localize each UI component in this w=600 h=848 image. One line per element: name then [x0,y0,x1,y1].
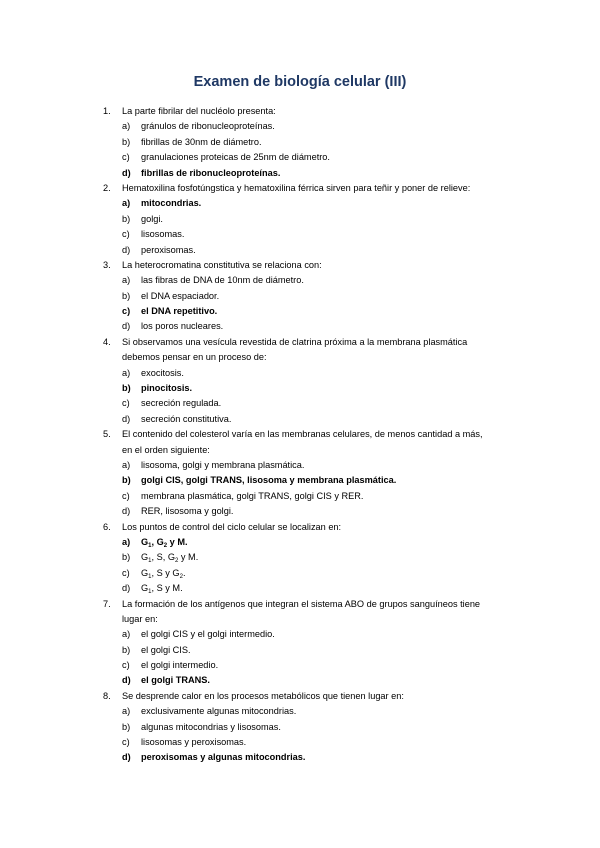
option-text: golgi CIS, golgi TRANS, lisosoma y membrana plasmática. [141,475,397,486]
option-letter: d) [122,244,131,255]
question-number: 1. [103,106,111,116]
question-text: Hematoxilina fosfotúngstica y hematoxilina férrica sirven para teñir y poner de relieve: [122,182,471,193]
option-letter: a) [122,706,131,717]
question-number: 5. [103,429,111,440]
option-letter: a) [122,121,131,132]
question-text: La heterocromatina constitutiva se relaciona con: [122,259,322,270]
question-4 [0,335,600,427]
option-letter: d) [122,583,131,594]
answer-option [0,396,600,411]
question-text: Se desprende calor en los procesos metabólicos que tienen lugar en: [122,690,404,701]
answer-option [0,289,600,304]
question-line [0,350,600,365]
question-line [0,427,600,442]
option-text: membrana plasmática, golgi TRANS, golgi CIS y RER. [141,490,364,501]
option-text-part: y M. [178,552,199,563]
question-line [0,181,600,196]
question-5 [0,427,600,519]
option-text-part: G [141,567,149,578]
question-text: en el orden siguiente: [122,444,210,455]
option-letter: c) [122,660,130,671]
answer-option [0,135,600,150]
question-text: lugar en: [122,613,158,624]
option-text: lisosomas y peroxisomas. [141,737,247,748]
question-line [0,612,600,627]
option-text: el DNA espaciador. [141,290,220,301]
option-letter: c) [122,152,130,163]
subscript: 2 [175,558,179,565]
question-text: Si observamos una vesícula revestida de clatrina próxima a la membrana plasmática [122,336,468,347]
question-8 [0,689,600,766]
subscript: 2 [179,573,183,580]
option-text: el golgi TRANS. [141,675,210,686]
question-line [0,258,600,273]
option-text: granulaciones proteicas de 25nm de diámetro. [141,152,330,163]
answer-option [0,581,600,596]
option-text: lisosoma, golgi y membrana plasmática. [141,459,305,470]
subscript: 1 [148,542,152,549]
subscript: 1 [148,589,152,596]
question-line [0,689,600,704]
option-text: peroxisomas y algunas mitocondrias. [141,752,306,763]
option-text-part: , S y M. [151,583,183,594]
question-line [0,335,600,350]
option-letter: c) [122,490,130,501]
option-text-part: G [141,583,149,594]
option-text: exocitosis. [141,367,184,378]
option-letter: c) [122,567,130,578]
answer-option [0,735,600,750]
option-letter: b) [122,290,131,301]
question-text: El contenido del colesterol varía en las membranas celulares, de menos cantidad a más, [122,429,483,440]
answer-option [0,458,600,473]
option-letter: b) [122,213,131,224]
answer-option [0,704,600,719]
option-text: secreción regulada. [141,398,222,409]
question-line [0,597,600,612]
option-letter: a) [122,536,131,547]
subscript: 1 [148,573,152,580]
answer-option-correct [0,535,600,550]
option-letter: c) [122,737,130,748]
option-letter: c) [122,229,130,240]
question-number: 8. [103,690,111,701]
question-number: 4. [103,336,111,347]
option-text-part: , G [151,536,164,547]
option-text: lisosomas. [141,229,185,240]
option-letter: d) [122,506,131,517]
question-7 [0,597,600,689]
option-text-part: , S y G [151,567,180,578]
option-text-part: , S, G [151,552,175,563]
answer-option [0,489,600,504]
option-letter: a) [122,459,131,470]
answer-option [0,243,600,258]
option-letter: b) [122,383,131,394]
question-text: Los puntos de control del ciclo celular se localizan en: [122,521,342,532]
answer-option [0,658,600,673]
answer-option [0,212,600,227]
answer-option [0,319,600,334]
option-letter: d) [122,413,131,424]
answer-option-correct [0,381,600,396]
answer-option [0,412,600,427]
answer-option-correct [0,196,600,211]
option-text: exclusivamente algunas mitocondrias. [141,706,297,717]
option-letter: b) [122,552,131,563]
option-text: fibrillas de ribonucleoproteínas. [141,167,281,178]
question-6 [0,520,600,597]
option-text: el golgi intermedio. [141,660,219,671]
answer-option [0,227,600,242]
option-text: RER, lisosoma y golgi. [141,506,234,517]
option-letter: c) [122,306,131,317]
option-letter: b) [122,475,131,486]
question-line [0,104,600,119]
answer-option [0,643,600,658]
option-text [141,581,183,596]
question-text: La formación de los antígenos que integran el sistema ABO de grupos sanguíneos tiene [122,598,481,609]
question-1 [0,104,600,181]
option-text: golgi. [141,213,163,224]
option-letter: b) [122,644,131,655]
option-letter: d) [122,675,131,686]
answer-option [0,627,600,642]
page-title: Examen de biología celular (III) [193,74,407,90]
answer-option-correct [0,166,600,181]
option-text-part: G [141,536,149,547]
answer-option [0,550,600,565]
option-letter: b) [122,136,131,147]
option-text: fibrillas de 30nm de diámetro. [141,136,262,147]
option-text: peroxisomas. [141,244,196,255]
answer-option-correct [0,304,600,319]
question-number: 7. [103,598,111,609]
subscript: 1 [148,558,152,565]
question-number: 2. [103,182,111,193]
option-text: gránulos de ribonucleoproteínas. [141,121,275,132]
question-2 [0,181,600,258]
question-number: 3. [103,259,111,270]
option-text-part: y M. [167,536,188,547]
option-letter: a) [122,367,131,378]
question-text: La parte fibrilar del nucléolo presenta: [122,106,276,116]
option-text [141,550,198,565]
option-text: las fibras de DNA de 10nm de diámetro. [141,275,304,286]
answer-option [0,150,600,165]
option-text: el DNA repetitivo. [141,306,218,317]
option-text: los poros nucleares. [141,321,224,332]
answer-option [0,366,600,381]
answer-option [0,119,600,134]
question-3 [0,258,600,335]
answer-option [0,720,600,735]
option-text [141,535,188,550]
option-letter: d) [122,752,131,763]
option-text: el golgi CIS. [141,644,191,655]
question-list [0,104,600,766]
option-text: el golgi CIS y el golgi intermedio. [141,629,275,640]
option-text-part: . [182,567,186,578]
option-letter: d) [122,167,131,178]
option-text: secreción constitutiva. [141,413,232,424]
option-text: mitocondrias. [141,198,202,209]
option-letter: a) [122,275,131,286]
answer-option-correct [0,473,600,488]
option-text: pinocitosis. [141,383,193,394]
option-letter: a) [122,198,131,209]
answer-option [0,504,600,519]
question-text: debemos pensar en un proceso de: [122,352,267,363]
answer-option-correct [0,673,600,688]
question-line [0,520,600,535]
option-text [141,566,186,581]
answer-option [0,566,600,581]
question-number: 6. [103,521,111,532]
answer-option-correct [0,750,600,765]
option-letter: c) [122,398,130,409]
option-text-part: G [141,552,149,563]
option-text: algunas mitocondrias y lisosomas. [141,721,281,732]
option-letter: b) [122,721,131,732]
option-letter: d) [122,321,131,332]
subscript: 2 [163,542,168,549]
answer-option [0,273,600,288]
question-line [0,443,600,458]
option-letter: a) [122,629,131,640]
